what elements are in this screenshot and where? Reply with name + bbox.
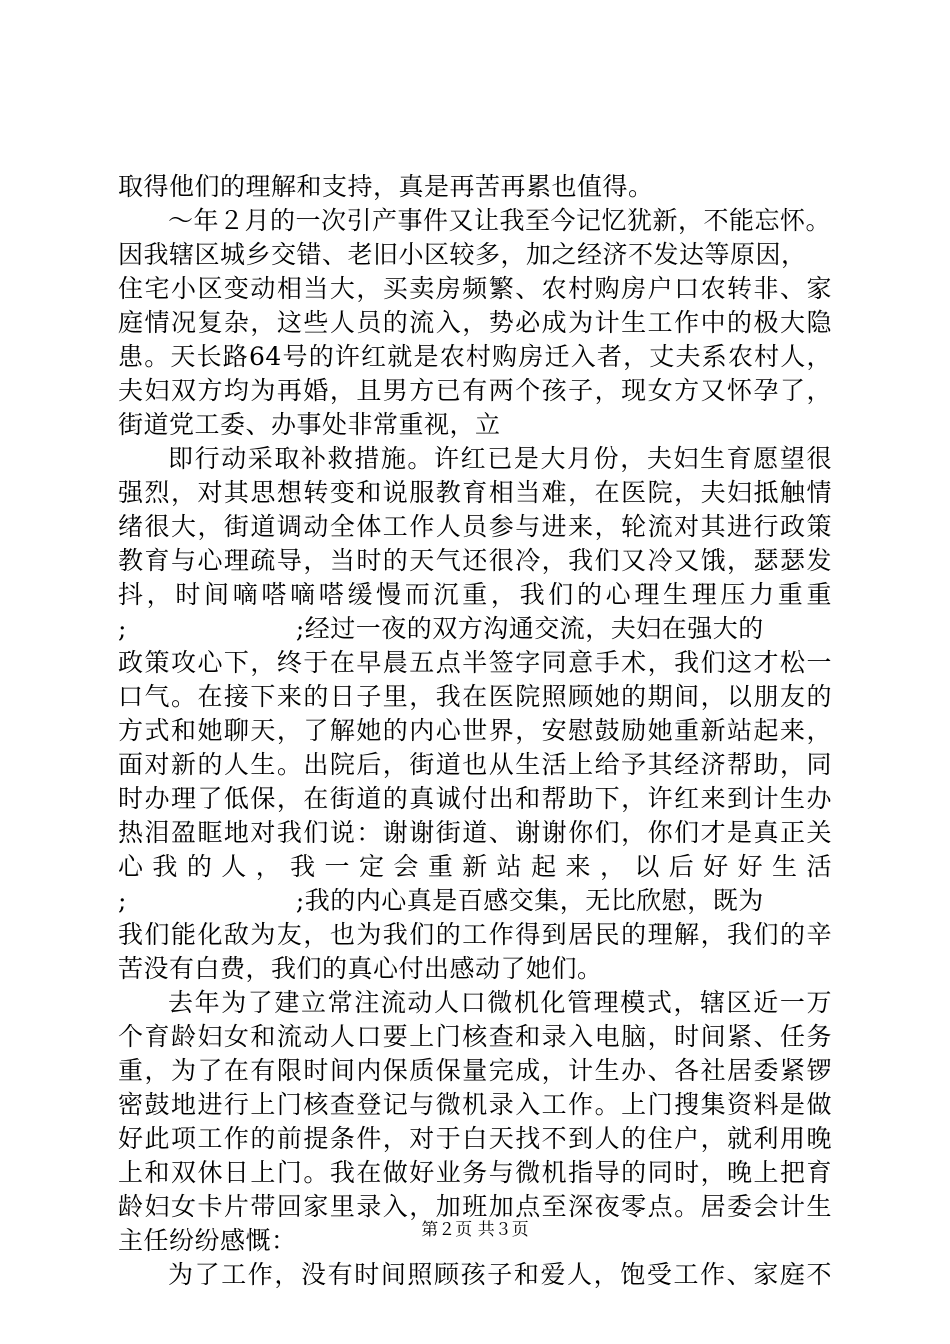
text-line: 方式和她聊天，了解她的内心世界，安慰鼓励她重新站起来， xyxy=(118,716,832,745)
text-line: 口气。在接下来的日子里，我在医院照顾她的期间，以朋友的 xyxy=(118,682,832,711)
text-line: 绪很大，街道调动全体工作人员参与进来，轮流对其进行政策 xyxy=(118,512,832,541)
text-line: 街道党工委、办事处非常重视，立 xyxy=(118,410,501,439)
text-line: 龄妇女卡片带回家里录入，加班加点至深夜零点。居委会计生 xyxy=(118,1192,832,1221)
text-line: 即行动采取补救措施。许红已是大月份，夫妇生育愿望很 xyxy=(168,444,832,473)
page-footer: 第２页 共３页 xyxy=(421,1220,529,1240)
text-line: 住宅小区变动相当大，买卖房频繁、农村购房户口农转非、家 xyxy=(118,274,832,303)
text-line: 抖，时间嘀嗒嘀嗒缓慢而沉重，我们的心理生理压力重重 xyxy=(118,580,832,609)
text-line: 夫妇双方均为再婚，且男方已有两个孩子，现女方又怀孕了， xyxy=(118,376,832,405)
text-line: 我们能化敌为友，也为我们的工作得到居民的理解，我们的辛 xyxy=(118,920,832,949)
text-line: 取得他们的理解和支持，真是再苦再累也值得。 xyxy=(118,172,654,201)
document-body xyxy=(118,170,832,1292)
text-line: 好此项工作的前提条件，对于白天找不到人的住户，就利用晚 xyxy=(118,1124,832,1153)
text-line: 因我辖区城乡交错、老旧小区较多，加之经济不发达等原因， xyxy=(118,240,807,269)
text-line: 心我的人，我一定会重新站起来，以后好好生活 xyxy=(118,852,832,881)
text-line: 面对新的人生。出院后，街道也从生活上给予其经济帮助，同 xyxy=(118,750,832,779)
text-line: 去年为了建立常注流动人口微机化管理模式，辖区近一万 xyxy=(168,988,832,1017)
text-line: 强烈，对其思想转变和说服教育相当难，在医院，夫妇抵触情 xyxy=(118,478,832,507)
text-line: 庭情况复杂，这些人员的流入，势必成为计生工作中的极大隐 xyxy=(118,308,832,337)
text-line: 为了工作，没有时间照顾孩子和爱人，饱受工作、家庭不 xyxy=(168,1260,832,1289)
text-line: 个育龄妇女和流动人口要上门核查和录入电脑，时间紧、任务 xyxy=(118,1022,832,1051)
text-line: ; ;我的内心真是百感交集，无比欣慰，既为 xyxy=(118,886,764,915)
text-line: 时办理了低保，在街道的真诚付出和帮助下，许红来到计生办 xyxy=(118,784,832,813)
text-line: 密鼓地进行上门核查登记与微机录入工作。上门搜集资料是做 xyxy=(118,1090,832,1119)
text-line: 上和双休日上门。我在做好业务与微机指导的同时，晚上把育 xyxy=(118,1158,832,1187)
text-line: 政策攻心下，终于在早晨五点半签字同意手术，我们这才松一 xyxy=(118,648,832,677)
text-line: 主任纷纷感慨： xyxy=(118,1226,297,1255)
text-line: 重，为了在有限时间内保质保量完成，计生办、各社居委紧锣 xyxy=(118,1056,832,1085)
text-line: 苦没有白费，我们的真心付出感动了她们。 xyxy=(118,954,603,983)
text-line: 热泪盈眶地对我们说：谢谢街道、谢谢你们，你们才是真正关 xyxy=(118,818,832,847)
text-line: ～年２月的一次引产事件又让我至今记忆犹新，不能忘怀。 xyxy=(168,206,832,235)
text-line: ; ;经过一夜的双方沟通交流，夫妇在强大的 xyxy=(118,614,764,643)
text-line: 患。天长路64号的许红就是农村购房迁入者，丈夫系农村人， xyxy=(118,342,832,371)
text-line: 教育与心理疏导，当时的天气还很冷，我们又冷又饿，瑟瑟发 xyxy=(118,546,832,575)
